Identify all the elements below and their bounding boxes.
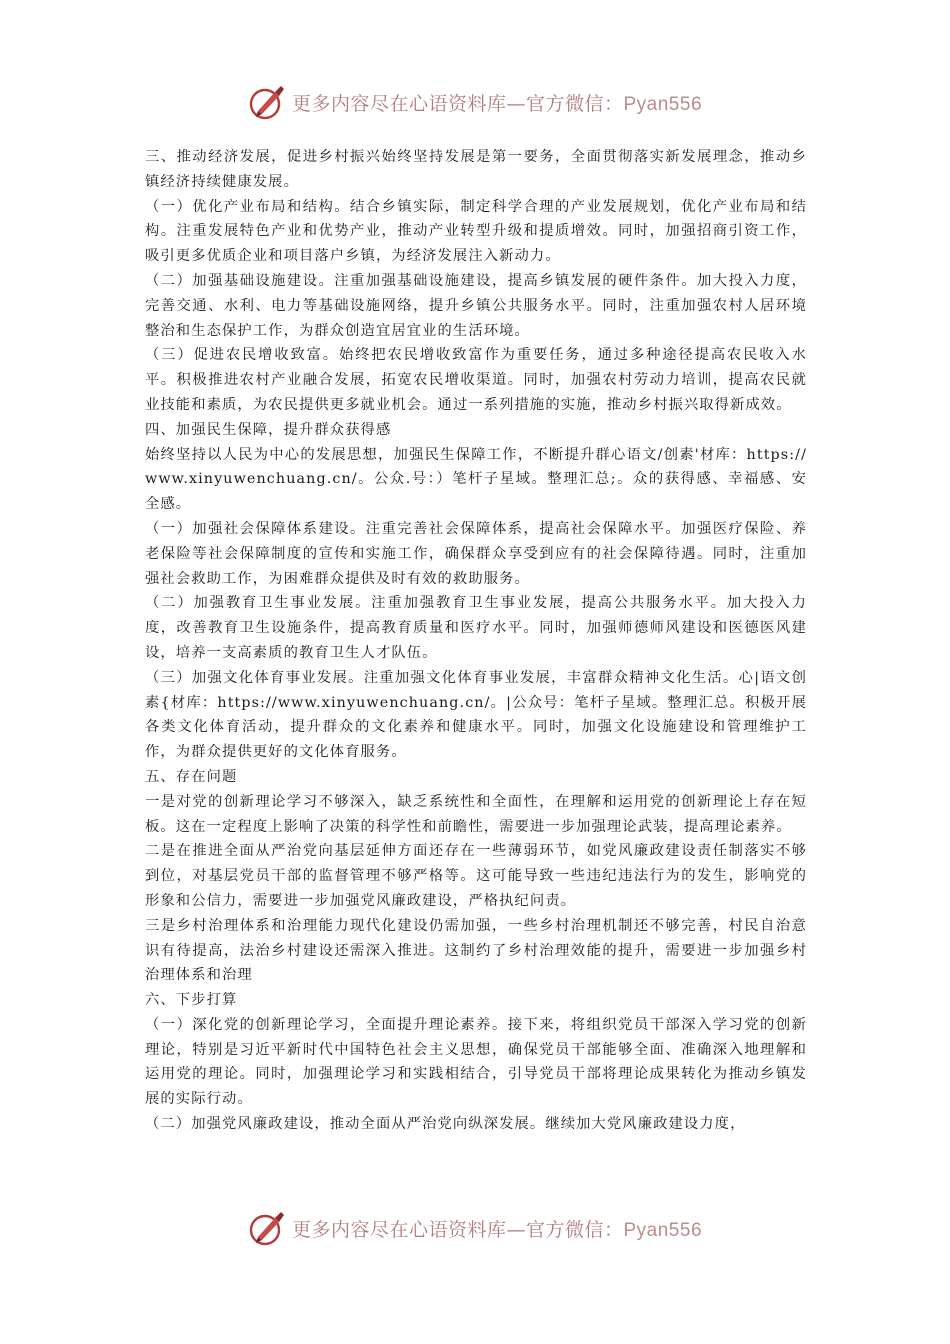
header-wechat-id: Pyan556 <box>623 93 703 115</box>
footer-wechat-id: Pyan556 <box>623 1219 703 1241</box>
header-banner <box>0 82 950 122</box>
paragraph: 三、推动经济发展，促进乡村振兴始终坚持发展是第一要务，全面贯彻落实新发展理念，推动乡镇经济持续健康发展。 <box>145 149 807 190</box>
section-heading: 四、加强民生保障，提升群众获得感 <box>145 421 392 438</box>
header-banner-text: 更多内容尽在心语资料库—官方微信：Pyan556 <box>291 92 703 115</box>
section-heading: 六、下步打算 <box>145 992 238 1009</box>
paragraph: 二是在推进全面从严治党向基层延伸方面还存在一些薄弱环节，如党风廉政建设责任制落实不够到位，对基层党员干部的监督管理不够严格等。这可能导致一些违纪违法行为的发生，影响党的形象和公信力，需要进一步加强党风廉政建设，严格执纪问责。 <box>145 843 807 909</box>
section-heading: 五、存在问题 <box>145 768 238 785</box>
paragraph: （一）深化党的创新理论学习，全面提升理论素养。接下来，将组织党员干部深入学习党的创新理论，特别是习近平新时代中国特色社会主义思想，确保党员干部能够全面、准确深入地理解和运用党的理论。同时，加强理论学习和实践相结合，引导党员干部将理论成果转化为推动乡镇发展的实际行动。 <box>145 1016 807 1108</box>
document-body <box>145 145 807 1137</box>
paragraph: 始终坚持以人民为中心的发展思想，加强民生保障工作，不断提升群心语文/创素'材库：https://www.xinyuwenchuang.cn/。公众.号：）笔杆子星域。整理汇总;。众的获得感、幸福感、安全感。 <box>145 446 807 513</box>
paragraph: （二）加强党风廉政建设，推动全面从严治党向纵深发展。继续加大党风廉政建设力度， <box>145 1116 746 1133</box>
paragraph: （三）促进农民增收致富。始终把农民增收致富作为重要任务，通过多种途径提高农民收入水平。积极推进农村产业融合发展，拓宽农民增收渠道。同时，加强农村劳动力培训，提高农民就业技能和素质，为农民提供更多就业机会。通过一系列措施的实施，推动乡村振兴取得新成效。 <box>145 347 807 413</box>
paragraph: 一是对党的创新理论学习不够深入，缺乏系统性和全面性，在理解和运用党的创新理论上存在短板。这在一定程度上影响了决策的科学性和前瞻性，需要进一步加强理论武装，提高理论素养。 <box>145 793 807 835</box>
footer-banner-text: 更多内容尽在心语资料库—官方微信：Pyan556 <box>291 1218 703 1241</box>
paragraph: （三）加强文化体育事业发展。注重加强文化体育事业发展，丰富群众精神文化生活。心|语文创素{材库：https://www.xinyuwenchuang.cn/。|公众号：笔杆子星域。整理汇总。积极开展各类文化体育活动，提升群众的文化素养和健康水平。同时，加强文化设施建设和管理维护工作，为群众提供更好的文化体育服务。 <box>145 669 807 761</box>
paragraph: （二）加强教育卫生事业发展。注重加强教育卫生事业发展，提高公共服务水平。加大投入力度，改善教育卫生设施条件，提高教育质量和医疗水平。同时，加强师德师风建设和医德医风建设，培养一支高素质的教育卫生人才队伍。 <box>145 595 807 661</box>
pen-logo-icon <box>248 83 286 121</box>
paragraph: （一）加强社会保障体系建设。注重完善社会保障体系，提高社会保障水平。加强医疗保险、养老保险等社会保障制度的宣传和实施工作，确保群众享受到应有的社会保障待遇。同时，注重加强社会救助工作，为困难群众提供及时有效的救助服务。 <box>145 520 807 587</box>
paragraph: （一）优化产业布局和结构。结合乡镇实际，制定科学合理的产业发展规划，优化产业布局和结构。注重发展特色产业和优势产业，推动产业转型升级和提质增效。同时，加强招商引资工作，吸引更多优质企业和项目落户乡镇，为经济发展注入新动力。 <box>145 198 807 265</box>
footer-banner <box>0 1208 950 1248</box>
paragraph: 三是乡村治理体系和治理能力现代化建设仍需加强，一些乡村治理机制还不够完善，村民自治意识有待提高，法治乡村建设还需深入推进。这制约了乡村治理效能的提升，需要进一步加强乡村治理体系和治理 <box>145 917 807 984</box>
paragraph: （二）加强基础设施建设。注重加强基础设施建设，提高乡镇发展的硬件条件。加大投入力度，完善交通、水利、电力等基础设施网络，提升乡镇公共服务水平。同时，注重加强农村人居环境整治和生态保护工作，为群众创造宜居宜业的生活环境。 <box>145 272 807 339</box>
pen-logo-icon <box>248 1209 286 1247</box>
